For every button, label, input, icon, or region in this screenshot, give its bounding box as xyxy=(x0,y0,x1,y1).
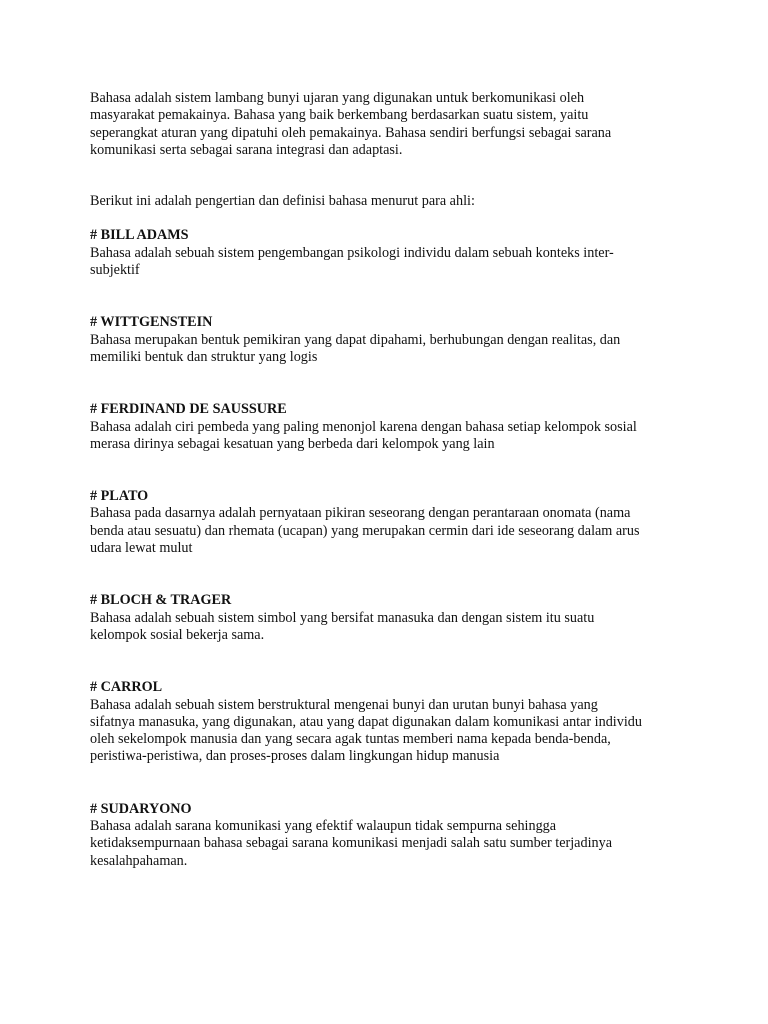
section-heading: # BILL ADAMS xyxy=(90,227,189,244)
section-heading: # FERDINAND DE SAUSSURE xyxy=(90,401,287,418)
section-bloch-trager xyxy=(90,592,680,644)
section-carrol xyxy=(90,679,680,765)
intro-paragraph: Bahasa adalah sistem lambang bunyi ujaran yang digunakan untuk berkomunikasi oleh masyarakat pemakainya. Bahasa yang baik berkembang berdasarkan suatu sistem, yaitu seperangkat aturan yang dipatuhi oleh pemakainya. Bahasa sendiri berfungsi sebagai sarana komunikasi serta sebagai sarana integrasi dan adaptasi. xyxy=(90,90,612,158)
section-body: Bahasa merupakan bentuk pemikiran yang dapat dipahami, berhubungan dengan realitas, dan memiliki bentuk dan struktur yang logis xyxy=(90,331,621,365)
section-wittgenstein xyxy=(90,314,680,366)
section-sudaryono xyxy=(90,801,680,870)
document-page xyxy=(90,90,680,870)
section-body: Bahasa adalah sebuah sistem simbol yang bersifat manasuka dan dengan sistem itu suatu kelompok sosial bekerja sama. xyxy=(90,609,595,643)
section-plato xyxy=(90,488,680,557)
section-heading: # CARROL xyxy=(90,679,163,696)
section-bill-adams xyxy=(90,227,680,279)
section-body: Bahasa adalah sebuah sistem pengembangan psikologi individu dalam sebuah konteks inter- subjektif xyxy=(90,244,614,279)
section-ferdinand-de-saussure xyxy=(90,401,680,453)
section-heading: # PLATO xyxy=(90,488,149,505)
lead-paragraph: Berikut ini adalah pengertian dan definisi bahasa menurut para ahli: xyxy=(90,193,475,210)
section-body: Bahasa adalah sarana komunikasi yang efektif walaupun tidak sempurna sehingga ketidaksempurnaan bahasa sebagai sarana komunikasi menjadi salah satu sumber terjadinya kesalahpahaman. xyxy=(90,818,613,869)
section-heading: # SUDARYONO xyxy=(90,800,192,817)
section-body: Bahasa adalah ciri pembeda yang paling menonjol karena dengan bahasa setiap kelompok sosial merasa dirinya sebagai kesatuan yang berbeda dari kelompok yang lain xyxy=(90,418,637,452)
section-body: Bahasa adalah sebuah sistem berstruktural mengenai bunyi dan urutan bunyi bahasa yang sifatnya manasuka, yang digunakan, atau yang dapat digunakan dalam komunikasi antar individu oleh sekelompok manusia dan yang secara agak tuntas memberi nama kepada benda-benda, peristiwa-peristiwa, dan proses-proses dalam lingkungan hidup manusia xyxy=(90,696,642,765)
section-heading: # WITTGENSTEIN xyxy=(90,314,213,331)
section-heading: # BLOCH & TRAGER xyxy=(90,592,232,609)
section-body: Bahasa pada dasarnya adalah pernyataan pikiran seseorang dengan perantaraan onomata (nama benda atau sesuatu) dan rhemata (ucapan) yang merupakan cermin dari ide seseorang dalam arus udara lewat mulut xyxy=(90,505,640,557)
